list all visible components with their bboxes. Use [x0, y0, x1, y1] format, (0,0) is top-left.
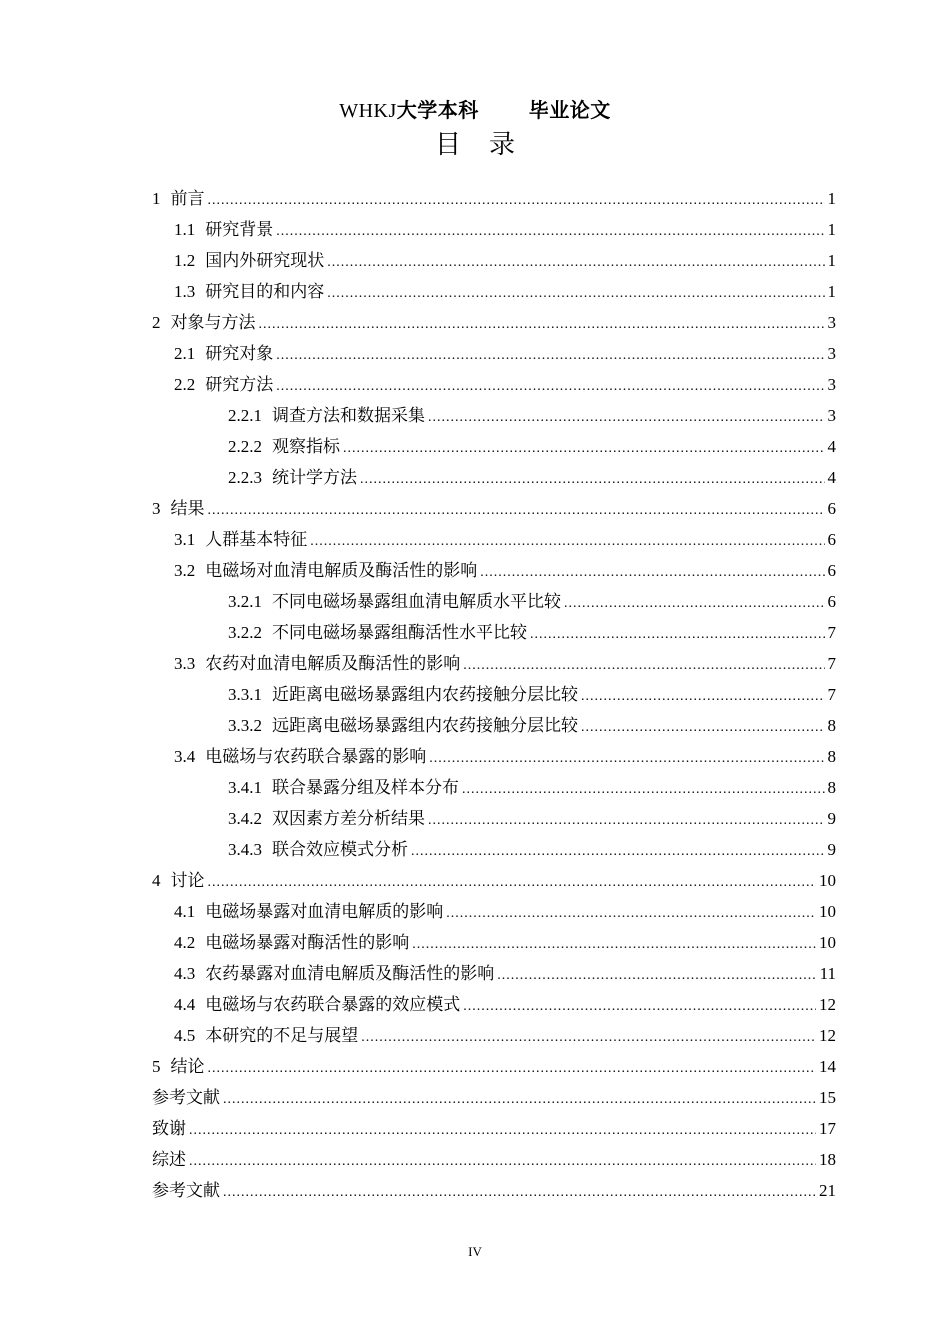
toc-entry-title: 电磁场与农药联合暴露的效应模式	[205, 995, 461, 1015]
toc-entry-page: 1	[827, 282, 836, 301]
toc-entry[interactable]	[152, 865, 836, 896]
toc-entry-page: 6	[827, 499, 836, 518]
toc-entry-number: 3.4.3	[228, 840, 262, 859]
toc-entry[interactable]	[152, 648, 836, 679]
toc-entry-page: 17	[819, 1119, 836, 1138]
toc-entry-title: 农药暴露对血清电解质及酶活性的影响	[205, 964, 495, 984]
toc-entry-title: 电磁场暴露对酶活性的影响	[205, 933, 410, 953]
toc-entry-page: 8	[827, 716, 836, 735]
toc-entry-title: 不同电磁场暴露组酶活性水平比较	[272, 623, 527, 643]
toc-entry[interactable]	[152, 741, 836, 772]
toc-entry[interactable]	[152, 617, 836, 648]
toc-entry-page: 6	[827, 561, 836, 580]
toc-entry-page: 7	[827, 685, 836, 704]
toc-entry[interactable]	[152, 1144, 836, 1175]
toc-entry-page: 6	[827, 530, 836, 549]
toc-entry-number: 2.2.1	[228, 406, 262, 425]
toc-entry-page: 11	[819, 964, 836, 983]
toc-entry[interactable]	[152, 276, 836, 307]
toc-entry-number: 2.2	[174, 375, 196, 394]
toc-dot-leader	[530, 619, 825, 650]
page-title: 目录	[434, 130, 543, 160]
toc-entry-title: 讨论	[170, 871, 205, 891]
toc-entry-page: 1	[827, 251, 836, 270]
toc-entry-number: 2.1	[174, 344, 196, 363]
toc-entry[interactable]	[152, 338, 836, 369]
toc-entry-page: 10	[819, 902, 836, 921]
toc-dot-leader	[463, 991, 816, 1022]
toc-dot-leader	[208, 185, 825, 216]
toc-entry-number: 3.2.2	[228, 623, 262, 642]
toc-entry[interactable]	[152, 1051, 836, 1082]
toc-entry-title: 参考文献	[152, 1088, 220, 1108]
toc-dot-leader	[480, 557, 824, 588]
toc-entry-number: 1.1	[174, 220, 196, 239]
toc-entry-number: 3.4.2	[228, 809, 262, 828]
toc-dot-leader	[327, 247, 824, 278]
toc-entry-page: 3	[827, 406, 836, 425]
toc-entry-title: 结论	[170, 1057, 205, 1077]
toc-entry-number: 4.2	[174, 933, 196, 952]
toc-entry-page: 3	[827, 344, 836, 363]
page-number: IV	[468, 1244, 482, 1259]
toc-entry-page: 6	[827, 592, 836, 611]
toc-dot-leader	[223, 1177, 816, 1208]
toc-dot-leader	[361, 1022, 816, 1053]
toc-dot-leader	[428, 805, 825, 836]
toc-entry[interactable]	[152, 524, 836, 555]
toc-entry-number: 1.2	[174, 251, 196, 270]
toc-entry-title: 联合效应模式分析	[272, 840, 408, 860]
toc-entry-title: 本研究的不足与展望	[205, 1026, 359, 1046]
toc-entry-page: 15	[819, 1088, 836, 1107]
toc-dot-leader	[428, 402, 825, 433]
toc-entry-page: 7	[827, 654, 836, 673]
toc-entry[interactable]	[152, 586, 836, 617]
toc-entry[interactable]	[152, 307, 836, 338]
toc-entry-number: 4.4	[174, 995, 196, 1014]
toc-entry[interactable]	[152, 369, 836, 400]
toc-entry[interactable]	[152, 555, 836, 586]
toc-entry[interactable]	[152, 834, 836, 865]
toc-entry-number: 2	[152, 313, 161, 332]
toc-entry-title: 人群基本特征	[205, 530, 308, 550]
toc-entry-page: 9	[827, 809, 836, 828]
toc-dot-leader	[310, 526, 824, 557]
toc-entry-title: 观察指标	[272, 437, 340, 457]
toc-entry-title: 综述	[152, 1150, 186, 1170]
toc-entry[interactable]	[152, 772, 836, 803]
toc-entry[interactable]	[152, 400, 836, 431]
toc-dot-leader	[276, 340, 824, 371]
toc-entry-title: 国内外研究现状	[205, 251, 325, 271]
toc-entry[interactable]	[152, 431, 836, 462]
toc-dot-leader	[412, 929, 816, 960]
toc-entry-title: 调查方法和数据采集	[272, 406, 425, 426]
toc-entry-number: 3	[152, 499, 161, 518]
toc-entry-number: 2.2.3	[228, 468, 262, 487]
toc-dot-leader	[446, 898, 816, 929]
toc-entry-title: 联合暴露分组及样本分布	[272, 778, 459, 798]
toc-dot-leader	[581, 712, 825, 743]
toc-dot-leader	[429, 743, 824, 774]
toc-entry-page: 18	[819, 1150, 836, 1169]
toc-entry-page: 21	[819, 1181, 836, 1200]
toc-entry-number: 3.2.1	[228, 592, 262, 611]
toc-entry-title: 不同电磁场暴露组血清电解质水平比较	[272, 592, 561, 612]
toc-entry-number: 3.3	[174, 654, 196, 673]
toc-dot-leader	[360, 464, 825, 495]
toc-dot-leader	[208, 1053, 817, 1084]
toc-entry[interactable]	[152, 679, 836, 710]
toc-entry-number: 1	[152, 189, 161, 208]
toc-entry-title: 结果	[170, 499, 205, 519]
toc-dot-leader	[411, 836, 825, 867]
toc-entry-number: 3.3.2	[228, 716, 262, 735]
toc-entry-page: 12	[819, 995, 836, 1014]
toc-entry-number: 3.4.1	[228, 778, 262, 797]
toc-entry[interactable]	[152, 214, 836, 245]
toc-entry-title: 研究目的和内容	[205, 282, 325, 302]
toc-entry-number: 3.3.1	[228, 685, 262, 704]
toc-entry-page: 9	[827, 840, 836, 859]
header-thesis-type: 毕业论文	[528, 98, 611, 122]
toc-entry-title: 对象与方法	[170, 313, 256, 333]
toc-dot-leader	[223, 1084, 816, 1115]
toc-entry-page: 8	[827, 778, 836, 797]
toc-entry-number: 3.4	[174, 747, 196, 766]
toc-entry[interactable]	[152, 1082, 836, 1113]
table-of-contents	[152, 183, 836, 1206]
toc-entry[interactable]	[152, 1020, 836, 1051]
header-school: 大学本科	[396, 98, 479, 122]
toc-entry-page: 1	[827, 220, 836, 239]
toc-entry-page: 1	[827, 189, 836, 208]
toc-dot-leader	[497, 960, 816, 991]
toc-entry-page: 10	[819, 933, 836, 952]
header-abbreviation: WHKJ	[339, 100, 397, 122]
toc-entry-title: 双因素方差分析结果	[272, 809, 425, 829]
toc-dot-leader	[564, 588, 825, 619]
toc-entry-title: 统计学方法	[272, 468, 357, 488]
toc-entry-number: 4.3	[174, 964, 196, 983]
toc-entry-title: 研究对象	[205, 344, 274, 364]
toc-entry[interactable]	[152, 183, 836, 214]
toc-entry[interactable]	[152, 896, 836, 927]
toc-entry-number: 3.2	[174, 561, 196, 580]
toc-entry[interactable]	[152, 989, 836, 1020]
toc-dot-leader	[208, 495, 825, 526]
toc-dot-leader	[343, 433, 825, 464]
toc-entry-title: 研究背景	[205, 220, 274, 240]
toc-entry-title: 电磁场与农药联合暴露的影响	[205, 747, 427, 767]
toc-entry-title: 研究方法	[205, 375, 274, 395]
toc-dot-leader	[189, 1115, 816, 1146]
toc-entry-title: 前言	[170, 189, 205, 209]
toc-entry-page: 8	[827, 747, 836, 766]
toc-entry-page: 3	[827, 375, 836, 394]
toc-entry-title: 近距离电磁场暴露组内农药接触分层比较	[272, 685, 578, 705]
toc-entry-page: 14	[819, 1057, 836, 1076]
toc-entry-title: 电磁场对血清电解质及酶活性的影响	[205, 561, 478, 581]
toc-entry-number: 5	[152, 1057, 161, 1076]
toc-dot-leader	[276, 216, 824, 247]
toc-dot-leader	[462, 774, 825, 805]
toc-entry-number: 4	[152, 871, 161, 890]
toc-entry-number: 3.1	[174, 530, 196, 549]
toc-entry-page: 12	[819, 1026, 836, 1045]
toc-entry-page: 10	[819, 871, 836, 890]
toc-entry-number: 1.3	[174, 282, 196, 301]
toc-dot-leader	[276, 371, 824, 402]
toc-dot-leader	[581, 681, 825, 712]
toc-entry[interactable]	[152, 493, 836, 524]
toc-dot-leader	[463, 650, 824, 681]
running-header	[0, 94, 950, 123]
toc-dot-leader	[327, 278, 824, 309]
toc-dot-leader	[189, 1146, 816, 1177]
toc-dot-leader	[208, 867, 817, 898]
toc-entry[interactable]	[152, 958, 836, 989]
toc-entry-number: 4.5	[174, 1026, 196, 1045]
toc-entry[interactable]	[152, 1113, 836, 1144]
toc-entry[interactable]	[152, 245, 836, 276]
toc-entry[interactable]	[152, 710, 836, 741]
toc-entry-title: 致谢	[152, 1119, 186, 1139]
toc-entry-number: 2.2.2	[228, 437, 262, 456]
toc-entry-title: 参考文献	[152, 1181, 220, 1201]
toc-entry-page: 3	[827, 313, 836, 332]
toc-entry[interactable]	[152, 1175, 836, 1206]
toc-entry-title: 电磁场暴露对血清电解质的影响	[205, 902, 444, 922]
toc-entry-page: 7	[827, 623, 836, 642]
toc-entry-title: 农药对血清电解质及酶活性的影响	[205, 654, 461, 674]
toc-entry[interactable]	[152, 803, 836, 834]
toc-entry-page: 4	[827, 437, 836, 456]
toc-dot-leader	[259, 309, 825, 340]
toc-entry[interactable]	[152, 927, 836, 958]
toc-entry-page: 4	[827, 468, 836, 487]
toc-entry[interactable]	[152, 462, 836, 493]
toc-entry-number: 4.1	[174, 902, 196, 921]
toc-entry-title: 远距离电磁场暴露组内农药接触分层比较	[272, 716, 578, 736]
